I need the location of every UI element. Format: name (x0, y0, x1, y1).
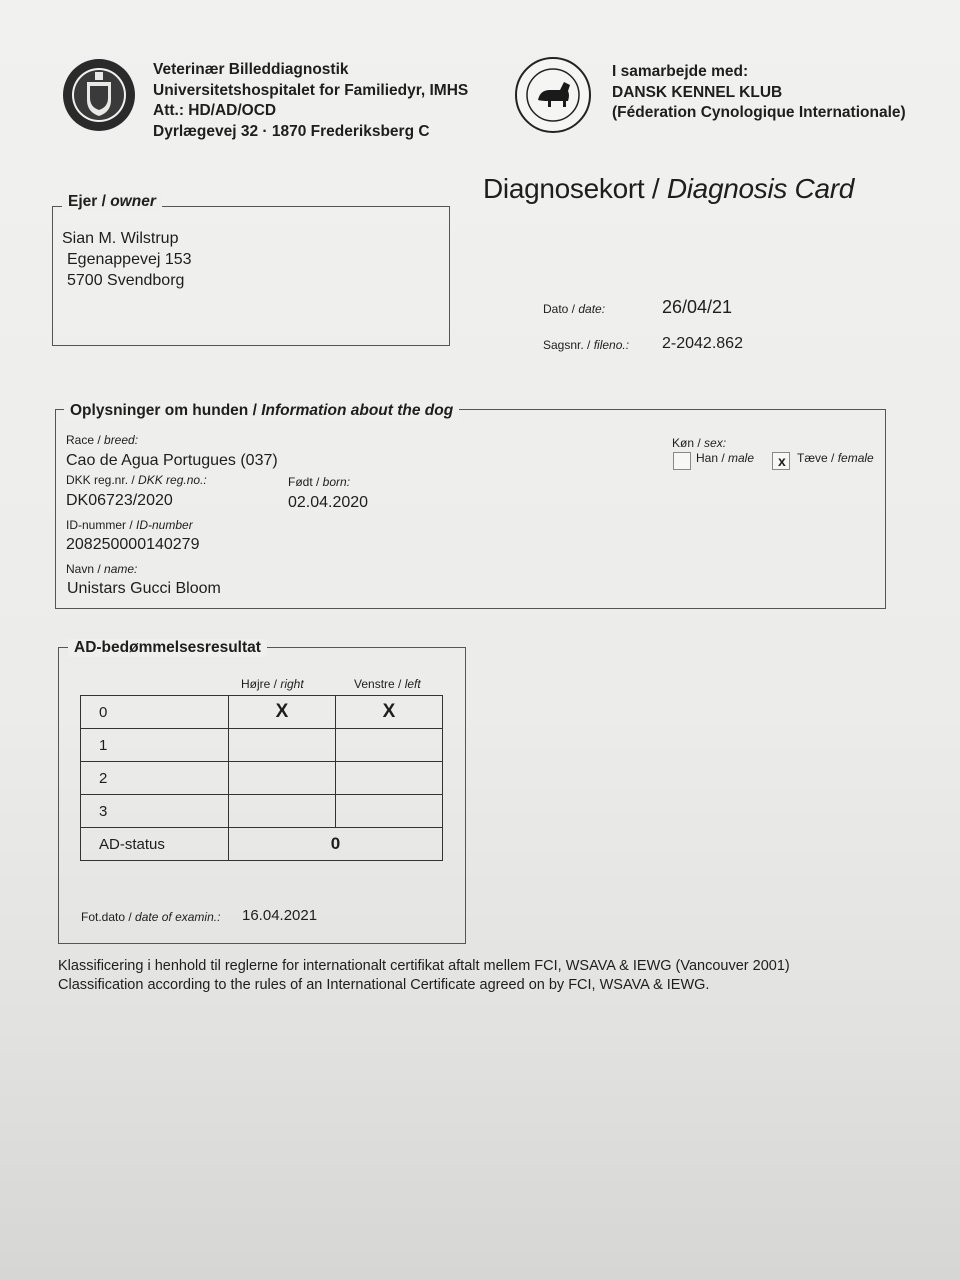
classification-note-en: Classification according to the rules of an International Certificate agreed on by FCI, WSAVA & IEWG. (58, 977, 710, 993)
dog-info-legend (64, 402, 459, 420)
file-label-da: Sagsnr. / (543, 338, 594, 352)
file-label (543, 338, 629, 352)
sex-label (672, 436, 726, 450)
institution-address (153, 60, 468, 142)
name-label-en: name: (104, 562, 138, 576)
breed-label-en: breed: (104, 433, 139, 447)
dog-name-value: Unistars Gucci Bloom (67, 580, 221, 597)
file-value: 2-2042.862 (662, 335, 743, 352)
owner-legend (62, 193, 162, 211)
id-label (66, 518, 193, 532)
partner-block (612, 62, 906, 124)
exam-date-label (81, 910, 220, 924)
partner-name: DANSK KENNEL KLUB (612, 83, 783, 101)
owner-legend-da: Ejer / (68, 193, 111, 210)
page-title (483, 173, 854, 205)
female-label-da: Tæve / (797, 451, 838, 465)
dog-info-box (55, 409, 886, 609)
grade-cell: 0 (81, 696, 229, 729)
table-row (81, 696, 443, 729)
owner-city: 5700 Svendborg (67, 272, 185, 289)
breed-label-da: Race / (66, 433, 105, 447)
ad-grade-table (80, 695, 443, 861)
owner-legend-en: owner (110, 193, 156, 210)
title-en: Diagnosis Card (666, 173, 855, 204)
table-row (81, 795, 443, 828)
dog-legend-en: Information about the dog (261, 402, 454, 419)
born-label-da: Født / (288, 475, 323, 489)
institution-line-1: Veterinær Billeddiagnostik (153, 61, 349, 78)
date-label-en: date: (578, 302, 606, 316)
date-value: 26/04/21 (662, 297, 733, 317)
grade-cell: 2 (81, 762, 229, 795)
date-label (543, 302, 605, 316)
reg-label-da: DKK reg.nr. / (66, 473, 139, 487)
partner-intro: I samarbejde med: (612, 63, 749, 80)
id-value: 208250000140279 (66, 536, 200, 553)
id-label-en: ID-number (136, 518, 193, 532)
exam-label-en: date of examin.: (135, 910, 221, 924)
col-left-header (354, 677, 421, 691)
classification-note (58, 957, 790, 995)
university-seal-logo (62, 58, 136, 132)
reg-label (66, 473, 207, 487)
ad-status-value: 0 (229, 828, 443, 861)
male-label-da: Han / (696, 451, 729, 465)
grade-cell: 3 (81, 795, 229, 828)
female-label (797, 451, 874, 465)
date-label-da: Dato / (543, 302, 579, 316)
col-right-header (241, 677, 304, 691)
ad-status-row (81, 828, 443, 861)
ad-status-label: AD-status (81, 828, 229, 861)
ad-result-legend: AD-bedømmelsesresultat (68, 639, 267, 657)
table-row (81, 762, 443, 795)
owner-street: Egenappevej 153 (67, 251, 192, 268)
dog-legend-da: Oplysninger om hunden / (70, 402, 262, 419)
name-label-da: Navn / (66, 562, 105, 576)
born-label (288, 475, 350, 489)
right-cell (229, 795, 336, 828)
left-cell (336, 795, 443, 828)
exam-date-value: 16.04.2021 (242, 907, 318, 924)
reg-label-en: DKK reg.no.: (138, 473, 207, 487)
left-cell: X (336, 696, 443, 729)
grade-cell: 1 (81, 729, 229, 762)
reg-value: DK06723/2020 (66, 492, 173, 509)
right-cell (229, 762, 336, 795)
col-left-da: Venstre / (354, 677, 405, 691)
file-label-en: fileno.: (593, 338, 630, 352)
male-checkbox (673, 452, 691, 470)
born-label-en: born: (322, 475, 351, 489)
left-cell (336, 762, 443, 795)
right-cell: X (229, 696, 336, 729)
breed-label (66, 433, 138, 447)
owner-name: Sian M. Wilstrup (62, 230, 179, 247)
born-value: 02.04.2020 (288, 494, 369, 511)
table-row (81, 729, 443, 762)
right-cell (229, 729, 336, 762)
name-label (66, 562, 137, 576)
col-left-en: left (404, 677, 421, 691)
col-right-da: Højre / (241, 677, 281, 691)
exam-label-da: Fot.dato / (81, 910, 136, 924)
sex-label-en: sex: (704, 436, 727, 450)
female-label-en: female (837, 451, 874, 465)
sex-label-da: Køn / (672, 436, 705, 450)
institution-line-3: Att.: HD/AD/OCD (153, 102, 277, 119)
col-right-en: right (280, 677, 304, 691)
partner-subtitle: (Féderation Cynologique Internationale) (612, 104, 906, 121)
female-check-mark: x (778, 453, 786, 469)
male-label-en: male (728, 451, 755, 465)
id-label-da: ID-nummer / (66, 518, 137, 532)
institution-line-4: Dyrlægevej 32 · 1870 Frederiksberg C (153, 122, 430, 140)
male-label (696, 451, 754, 465)
institution-line-2: Universitetshospitalet for Familiedyr, IMHS (153, 81, 469, 99)
dansk-kennel-klub-logo (514, 56, 592, 134)
classification-note-da: Klassificering i henhold til reglerne for internationalt certifikat aftalt mellem FCI, WSAVA & IEWG (Vancouver 2001) (58, 958, 790, 974)
title-da: Diagnosekort / (483, 173, 667, 204)
breed-value: Cao de Agua Portugues (037) (66, 452, 278, 469)
left-cell (336, 729, 443, 762)
